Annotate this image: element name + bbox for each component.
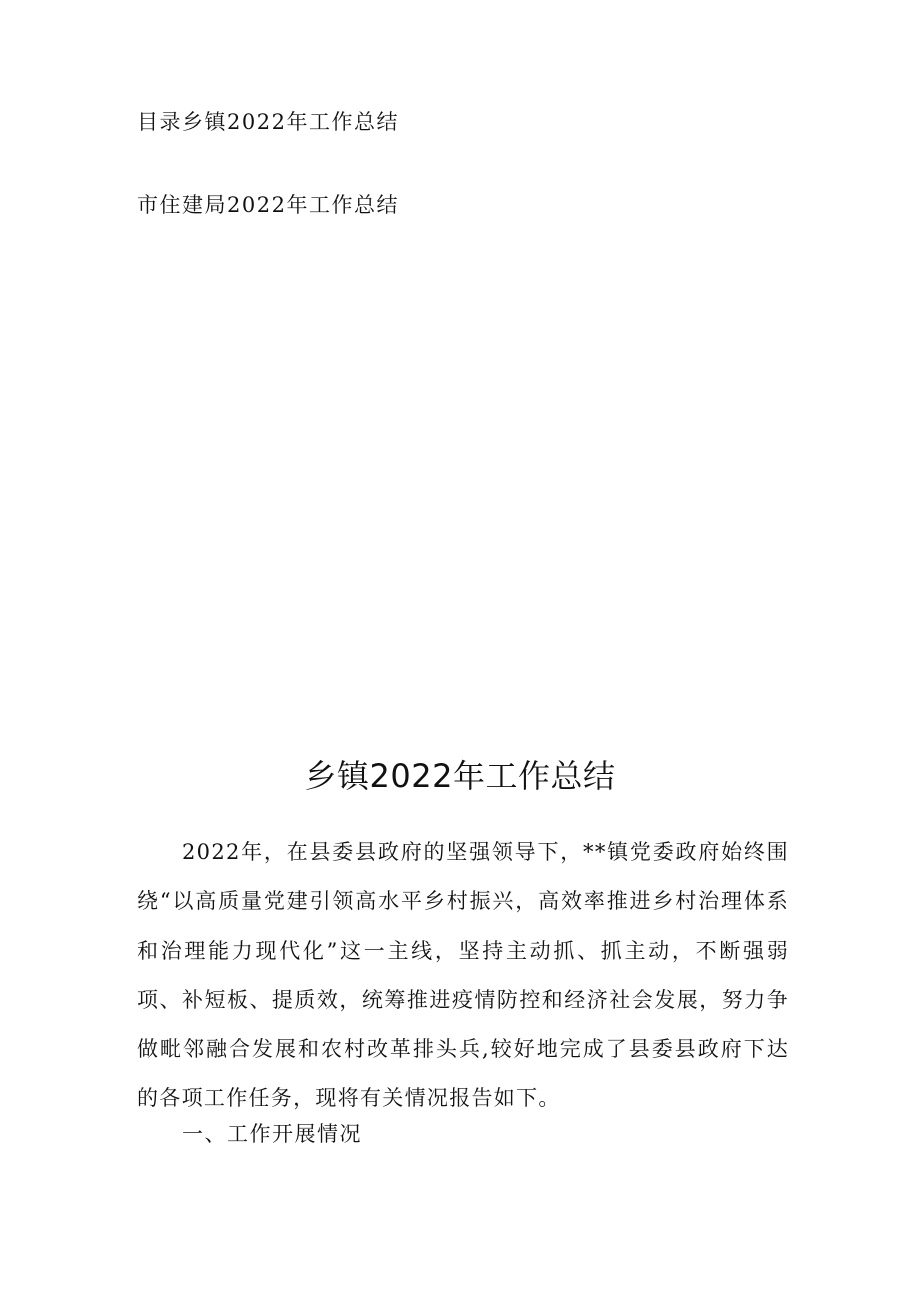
- document-title: 乡镇2022年工作总结: [304, 757, 616, 795]
- section-heading-work-status: 一、工作开展情况: [182, 1122, 362, 1146]
- toc-entry-housing-bureau-summary: 市住建局2022年工作总结: [137, 193, 399, 217]
- intro-paragraph: 2022年，在县委县政府的坚强领导下，**镇党委政府始终围绕“以高质量党建引领高水平乡村振兴，高效率推进乡村治理体系和治理能力现代化”这一主线，坚持主动抓、抓主动，不断强弱项、补短板、提质效，统筹推进疫情防控和经济社会发展，努力争做毗邻融合发展和农村改革排头兵,较好地完成了县委县政府下达的各项工作任务，现将有关情况报告如下。: [137, 840, 789, 1111]
- toc-entry-township-summary: 目录乡镇2022年工作总结: [137, 110, 399, 134]
